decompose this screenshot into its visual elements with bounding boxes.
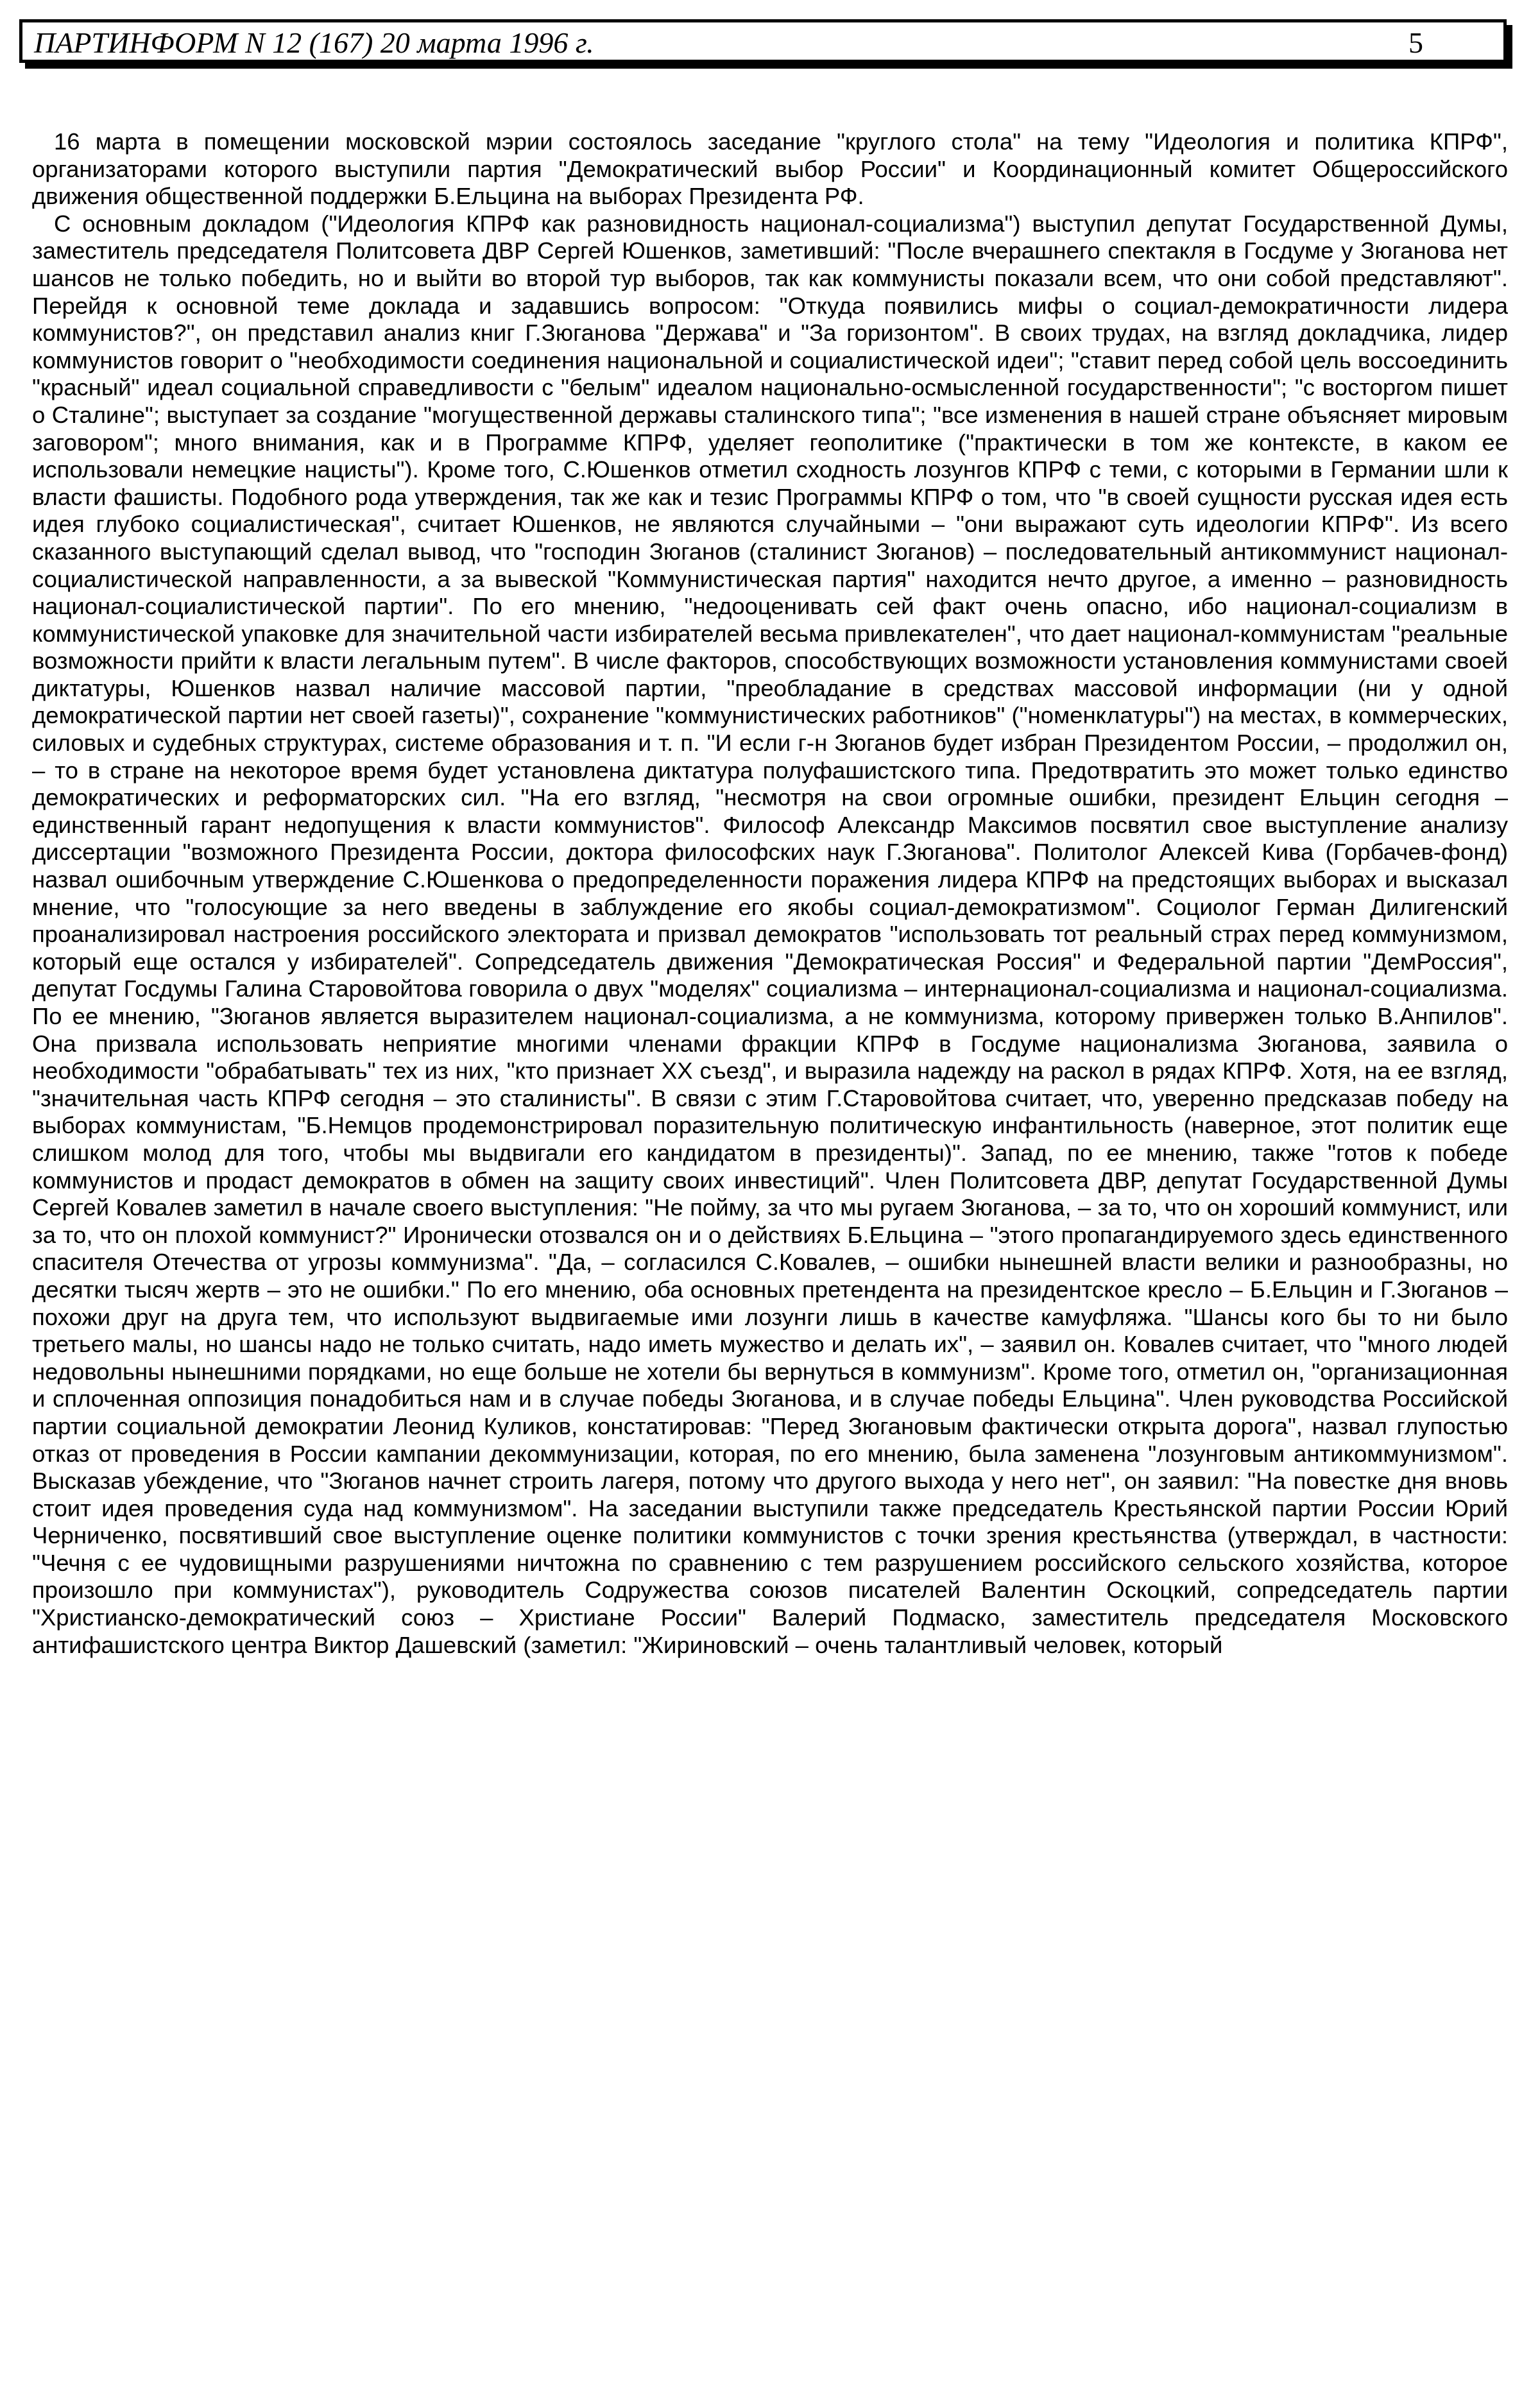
article-body bbox=[32, 128, 1508, 1659]
publication-title: ПАРТИНФОРМ N 12 (167) 20 марта 1996 г. bbox=[34, 26, 594, 59]
page-header bbox=[19, 19, 1507, 63]
page-number: 5 bbox=[1408, 26, 1423, 59]
paragraph-main: С основным докладом ("Идеология КПРФ как разновидность национал-социализма") выступил депутат Государственной Думы, заместитель председателя Политсовета ДВР Сергей Юшенков, заметивший: "После вчерашнего спектакля в Госдуме у Зюганова нет шансов не только победить, но и выйти во второй тур выборов, так как коммунисты показали всем, что они собой представляют". Перейдя к основной теме доклада и задавшись вопросом: "Откуда появились мифы о социал-демократичности лидера коммунистов?", он представил анализ книг Г.Зюганова "Держава" и "За горизонтом". В своих трудах, на взгляд докладчика, лидер коммунистов говорит о "необходимости соединения национальной и социалистической идеи"; "ставит перед собой цель воссоединить "красный" идеал социальной справедливости с "белым" идеалом национально-осмысленной государственности"; "с восторгом пишет о Сталине"; выступает за создание "могущественной державы сталинского типа"; "все изменения в нашей стране объясняет мировым заговором"; много внимания, как и в Программе КПРФ, уделяет геополитике ("практически в том же контексте, в каком ее использовали немецкие нацисты"). Кроме того, С.Юшенков отметил сходность лозунгов КПРФ с теми, с которыми в Германии шли к власти фашисты. Подобного рода утверждения, так же как и тезис Программы КПРФ о том, что "в своей сущности русская идея есть идея глубоко социалистическая", считает Юшенков, не являются случайными – "они выражают суть идеологии КПРФ". Из всего сказанного выступающий сделал вывод, что "господин Зюганов (сталинист Зюганов) – последовательный антикоммунист национал-социалистической направленности, а за вывеской "Коммунистическая партия" находится нечто другое, а именно – разновидность национал-социалистической партии". По его мнению, "недооценивать сей факт очень опасно, ибо национал-социализм в коммунистической упаковке для значительной части избирателей весьма привлекателен", что дает национал-коммунистам "реальные возможности прийти к власти легальным путем". В числе факторов, способствующих возможности установления коммунистами своей диктатуры, Юшенков назвал наличие массовой партии, "преобладание в средствах массовой информации (ни у одной демократической партии нет своей газеты)", сохранение "коммунистических работников" ("номенклатуры") на местах, в коммерческих, силовых и судебных структурах, системе образования и т. п. "И если г-н Зюганов будет избран Президентом России, – продолжил он, – то в стране на некоторое время будет установлена диктатура полуфашистского типа. Предотвратить это может только единство демократических и реформаторских сил. "На его взгляд, "несмотря на свои огромные ошибки, президент Ельцин сегодня – единственный гарант недопущения к власти коммунистов". Философ Александр Максимов посвятил свое выступление анализу диссертации "возможного Президента России, доктора философских наук Г.Зюганова". Политолог Алексей Кива (Горбачев-фонд) назвал ошибочным утверждение С.Юшенкова о предопределенности поражения лидера КПРФ на предстоящих выборах и высказал мнение, что "голосующие за него введены в заблуждение его якобы социал-демократизмом". Социолог Герман Дилигенский проанализировал настроения российского электората и призвал демократов "использовать тот реальный страх перед коммунизмом, который еще остался у избирателей". Сопредседатель движения "Демократическая Россия" и Федеральной партии "ДемРоссия", депутат Госдумы Галина Старовойтова говорила о двух "моделях" социализма – интернационал-социализма и национал-социализма. По ее мнению, "Зюганов является выразителем национал-социализма, а не коммунизма, которому привержен только В.Анпилов". Она призвала использовать неприятие многими членами фракции КПРФ в Госдуме национализма Зюганова, заявила о необходимости "обрабатывать" тех из них, "кто признает XX съезд", и выразила надежду на раскол в рядах КПРФ. Хотя, на ее взгляд, "значительная часть КПРФ сегодня – это сталинисты". В связи с этим Г.Старовойтова считает, что, уверенно предсказав победу на выборах коммунистам, "Б.Немцов продемонстрировал поразительную политическую инфантильность (наверное, этот политик еще слишком молод для того, чтобы мы выдвигали его кандидатом в президенты)". Запад, по ее мнению, также "готов к победе коммунистов и продаст демократов в обмен на защиту своих инвестиций". Член Политсовета ДВР, депутат Государственной Думы Сергей Ковалев заметил в начале своего выступления: "Не пойму, за что мы ругаем Зюганова, – за то, что он хороший коммунист, или за то, что он плохой коммунист?" Иронически отозвался он и о действиях Б.Ельцина – "этого пропагандируемого здесь единственного спасителя Отечества от угрозы коммунизма". "Да, – согласился С.Ковалев, – ошибки нынешней власти велики и разнообразны, но десятки тысяч жертв – это не ошибки." По его мнению, оба основных претендента на президентское кресло – Б.Ельцин и Г.Зюганов – похожи друг на друга тем, что используют выдвигаемые ими лозунги лишь в качестве камуфляжа. "Шансы кого бы то ни было третьего малы, но шансы надо не только считать, надо иметь мужество и делать их", – заявил он. Ковалев считает, что "много людей недовольны нынешними порядками, но еще больше не хотели бы вернуться в коммунизм". Кроме того, отметил он, "организационная и сплоченная оппозиция понадобиться нам и в случае победы Зюганова, и в случае победы Ельцина". Член руководства Российской партии социальной демократии Леонид Куликов, констатировав: "Перед Зюгановым фактически открыта дорога", назвал глупостью отказ от проведения в России кампании декоммунизации, которая, по его мнению, была заменена "лозунговым антикоммунизмом". Высказав убеждение, что "Зюганов начнет строить лагеря, потому что другого выхода у него нет", он заявил: "На повестке дня вновь стоит идея проведения суда над коммунизмом". На заседании выступили также председатель Крестьянской партии России Юрий Черниченко, посвятивший свое выступление оценке политики коммунистов с точки зрения крестьянства (утверждал, в частности: "Чечня с ее чудовищными разрушениями ничтожна по сравнению с тем разрушением российского сельского хозяйства, которое произошло при коммунистах"), руководитель Содружества союзов писателей Валентин Оскоцкий, сопредседатель партии "Христианско-демократический союз – Христиане России" Валерий Подмаско, заместитель председателя Московского антифашистского центра Виктор Дашевский (заметил: "Жириновский – очень талантливый человек, который bbox=[32, 210, 1508, 1658]
paragraph-intro: 16 марта в помещении московской мэрии состоялось заседание "круглого стола" на тему "Идеология и политика КПРФ", организаторами которого выступили партия "Демократический выбор России" и Координационный комитет Общероссийского движения общественной поддержки Б.Ельцина на выборах Президента РФ. bbox=[32, 128, 1508, 210]
